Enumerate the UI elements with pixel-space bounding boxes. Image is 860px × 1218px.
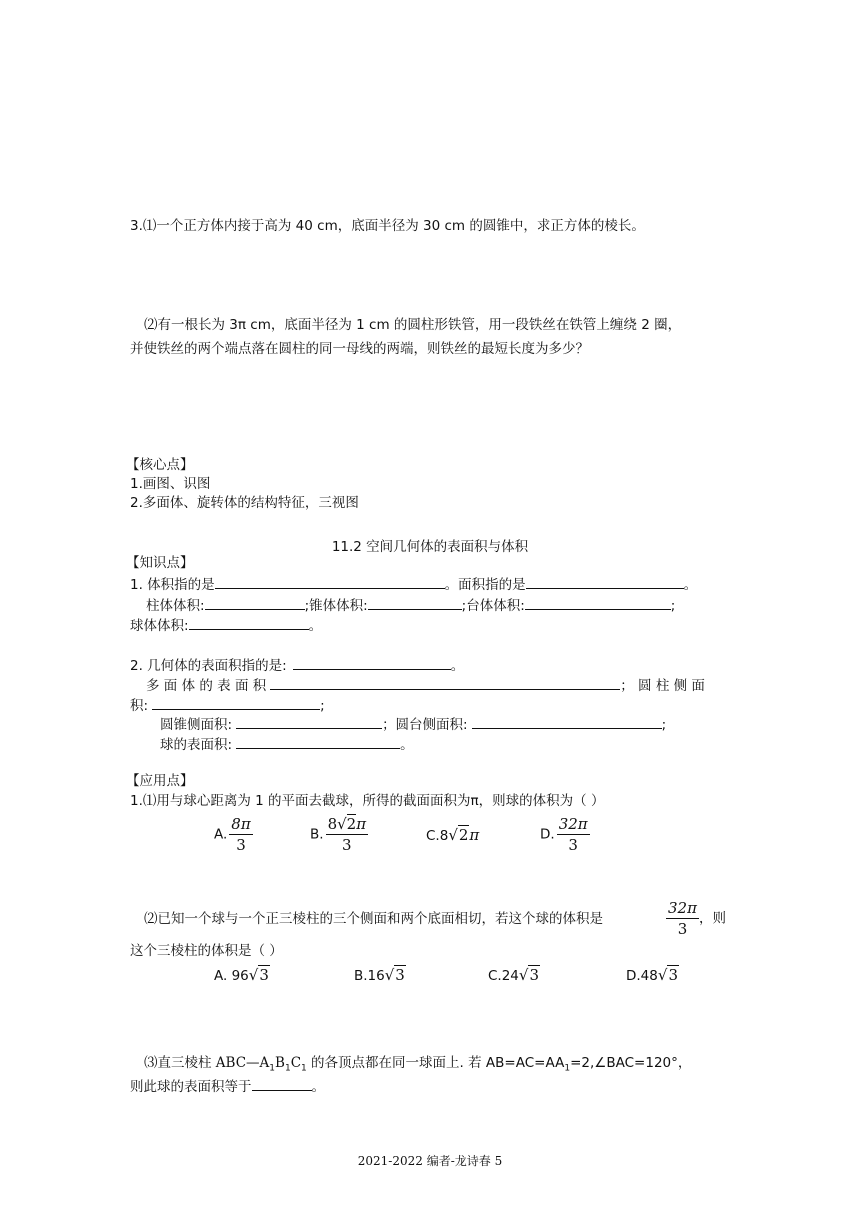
question-1-2-line1	[144, 910, 603, 928]
q3-part2-line1: ⑵有一根长为 3π cm，底面半径为 1 cm 的圆柱形铁管，用一段铁丝在铁管上缠绕 2 圈，	[144, 317, 682, 333]
option-b-label: B.	[310, 826, 324, 843]
option-a	[214, 814, 253, 855]
frustum-lateral-label: ；圆台侧面积:	[382, 717, 468, 733]
fraction	[666, 898, 699, 939]
option2-b-label: B.16	[354, 968, 385, 984]
option2-a	[214, 966, 270, 984]
radicand: 3	[395, 966, 405, 984]
cone-lateral-label: 圆锥侧面积:	[160, 717, 233, 733]
radical: √3	[657, 966, 678, 984]
cylinder-lateral-label: ； 圆 柱 侧 面	[620, 678, 705, 694]
radical: √3	[248, 966, 269, 984]
option-a-numerator: 8π	[231, 815, 251, 833]
q13-seg-c: C	[290, 1055, 302, 1071]
period: 。	[683, 577, 698, 593]
application-heading: 【应用点】	[126, 773, 194, 789]
option2-b	[354, 966, 406, 984]
option2-d	[626, 966, 679, 984]
area-def-label: 。面积指的是	[444, 577, 526, 593]
polyhedron-surface-label: 多 面 体 的 表 面 积	[146, 678, 267, 694]
fraction-numerator: 32π	[668, 899, 697, 917]
option-b	[310, 814, 368, 855]
polyhedron-surface-blank	[270, 675, 620, 690]
knowledge-line-8	[160, 734, 414, 754]
option-d-fraction	[557, 814, 590, 855]
section-title: 11.2 空间几何体的表面积与体积	[331, 539, 529, 555]
q13-seg-e: =2,∠BAC=120°，	[570, 1055, 692, 1071]
pyramid-volume-blank	[368, 595, 462, 610]
option-c-radicand: 2	[458, 826, 469, 844]
knowledge-line-1	[130, 574, 697, 594]
q13-answer-blank	[252, 1076, 312, 1091]
radicand: 3	[259, 966, 269, 984]
sphere-volume-label: 球体体积:	[130, 618, 189, 634]
knowledge-line-7	[160, 714, 666, 734]
area-def-blank	[526, 574, 684, 589]
prism-volume-label: 柱体体积:	[146, 598, 205, 614]
option-c	[426, 826, 479, 844]
fraction-denominator: 3	[677, 920, 688, 938]
sphere-surface-blank	[236, 734, 400, 749]
option-a-fraction	[229, 814, 252, 855]
frustum-lateral-blank	[472, 714, 662, 729]
q3-part2-line2: 并使铁丝的两个端点落在圆柱的同一母线的两端，则铁丝的最短长度为多少？	[130, 341, 589, 357]
radical: √3	[384, 966, 405, 984]
volume-def-blank	[215, 574, 445, 589]
knowledge-line-3	[130, 615, 322, 635]
option-d	[540, 814, 590, 855]
volume-def-label: 1. 体积指的是	[130, 577, 215, 593]
option2-d-label: D.48	[626, 968, 658, 984]
option-d-label: D.	[540, 826, 555, 843]
q13-seg-b: B	[275, 1055, 285, 1071]
subscript: 1	[301, 1063, 307, 1074]
radicand: 3	[668, 966, 678, 984]
radicand: 3	[529, 966, 540, 984]
q13-answer-label: 则此球的表面积等于	[130, 1079, 252, 1095]
frustum-volume-label: ;台体体积:	[461, 598, 525, 614]
knowledge-line-6	[130, 695, 325, 715]
period: 。	[400, 737, 414, 753]
prism-volume-blank	[205, 595, 305, 610]
core-heading: 【核心点】	[126, 457, 194, 473]
option-b-fraction	[326, 814, 369, 855]
knowledge-line-2	[146, 595, 675, 615]
q13-seg-d: 的各顶点都在同一球面上. 若 AB=AC=AA	[306, 1055, 565, 1071]
pyramid-volume-label: ;锥体体积:	[304, 598, 368, 614]
q13-seg-a: ⑶直三棱柱 ABC—A	[144, 1055, 270, 1071]
option-b-pi: π	[356, 815, 367, 833]
period: 。	[308, 618, 323, 634]
sphere-volume-fraction	[664, 898, 726, 939]
period: 。	[450, 658, 465, 674]
period: 。	[311, 1079, 325, 1095]
core-item-2: 2.多面体、旋转体的结构特征，三视图	[130, 495, 359, 511]
sphere-volume-blank	[189, 615, 309, 630]
option-d-numerator: 32π	[558, 815, 588, 833]
question-1-1: 1.⑴用与球心距离为 1 的平面去截球，所得的截面面积为π，则球的体积为（ ）	[130, 793, 605, 809]
option-b-coeff: 8	[327, 815, 338, 833]
option2-c	[488, 966, 540, 984]
core-item-1: 1.画图、识图	[130, 476, 211, 492]
frustum-volume-blank	[525, 595, 671, 610]
subscript: 1	[269, 1063, 276, 1074]
radical: √3	[518, 966, 540, 984]
question-1-2-text: ⑵已知一个球与一个正三棱柱的三个侧面和两个底面相切，若这个球的体积是	[144, 911, 603, 927]
page-footer: 2021-2022 编者-龙诗春 5	[357, 1154, 503, 1168]
option-d-denominator: 3	[568, 836, 578, 854]
option-c-label: C.8	[426, 828, 449, 844]
question-1-3-line1	[144, 1054, 691, 1078]
knowledge-heading: 【知识点】	[126, 555, 194, 571]
subscript: 1	[564, 1063, 571, 1074]
knowledge-line-5	[146, 675, 705, 695]
option-c-pi: π	[469, 826, 480, 844]
option2-c-label: C.24	[488, 968, 519, 984]
cone-lateral-blank	[236, 714, 382, 729]
sphere-surface-label: 球的表面积:	[160, 737, 233, 753]
question-1-3-line2	[130, 1076, 325, 1096]
semicolon: ;	[320, 698, 325, 714]
question-1-2-tail: ，则	[698, 910, 726, 927]
semicolon: ;	[661, 717, 667, 733]
option-a-label: A.	[214, 826, 228, 843]
question-1-2-line2: 这个三棱柱的体积是（ ）	[130, 943, 283, 959]
semicolon: ;	[670, 598, 676, 614]
subscript: 1	[284, 1063, 291, 1074]
option-c-radical: √2π	[448, 826, 480, 844]
q3-part1: 3.⑴一个正方体内接于高为 40 cm，底面半径为 30 cm 的圆锥中，求正方体的棱长。	[130, 218, 645, 234]
option-b-radicand: 2	[346, 815, 357, 833]
option2-a-label: A. 96	[214, 968, 249, 984]
cylinder-lateral-blank	[152, 695, 320, 710]
option-b-numerator: 8√2π	[327, 815, 367, 833]
option-b-denominator: 3	[342, 836, 352, 854]
surface-area-def-label: 2. 几何体的表面积指的是:	[130, 658, 287, 674]
option-a-denominator: 3	[236, 836, 246, 854]
cylinder-lateral-label-cont: 积:	[130, 698, 149, 714]
surface-area-def-blank	[293, 655, 451, 670]
knowledge-line-4	[130, 655, 464, 675]
